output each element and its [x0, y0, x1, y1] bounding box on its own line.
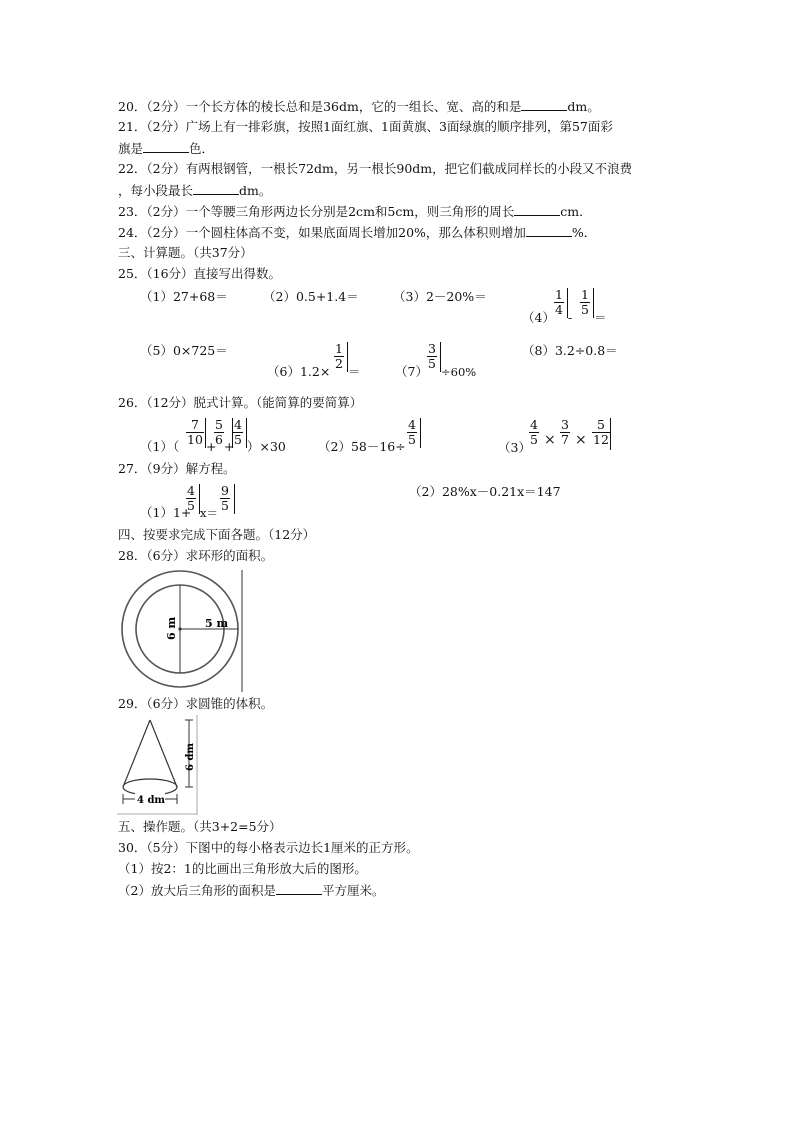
- question-24: 24．（2分）一个圆柱体高不变，如果底面周长增加20%，那么体积则增加 %．: [118, 225, 597, 240]
- question-21: 21．（2分）广场上有一排彩旗，按照1面红旗、1面黄旗、3面绿旗的顺序排列，第57面彩: [118, 119, 613, 134]
- section-4-heading: 四、按要求完成下面各题。（12分）: [118, 527, 316, 542]
- outer-radius-label: 5 m: [205, 617, 229, 630]
- q26-p1-plus-2: +: [224, 439, 235, 454]
- answer-blank[interactable]: [514, 203, 560, 216]
- question-25-title: 25．（16分）直接写出得数。: [118, 266, 282, 281]
- answer-blank[interactable]: [526, 224, 572, 237]
- answer-blank[interactable]: [521, 98, 567, 111]
- section-3-heading: 三、计算题。（共37分）: [118, 245, 253, 260]
- question-23: 23．（2分）一个等腰三角形两边长分别是2cm和5cm，则三角形的周长 cm．: [118, 204, 592, 219]
- q25-p4-operator: -: [568, 310, 573, 325]
- q25-part-5: （5）0×725＝: [140, 343, 228, 358]
- answer-blank[interactable]: [193, 182, 239, 195]
- q26-part-1-label: （1）（: [140, 439, 180, 454]
- q25-p4-fraction-b: $\frac{1}{5}$: [581, 287, 589, 317]
- q25-part-3: （3）2－20%＝: [393, 289, 487, 304]
- q25-part-2: （2）0.5+1.4＝: [263, 289, 359, 304]
- section-5-heading: 五、操作题。（共3+2=5分）: [118, 819, 282, 834]
- q27-part-2: （2）28%x－0.21x＝147: [409, 484, 561, 499]
- fraction-bar-marker: [610, 418, 611, 450]
- question-29-title: 29．（6分）求圆锥的体积。: [118, 696, 274, 711]
- q26-p3-fraction-b: $\frac{3}{7}$: [561, 417, 569, 447]
- question-30-title: 30．（5分）下图中的每小格表示边长1厘米的正方形。: [118, 840, 419, 855]
- q25-part-4-label: （4）: [522, 310, 555, 325]
- question-27-title: 27．（9分）解方程。: [118, 461, 236, 476]
- question-22-line2: ，每小段最长 dm。: [118, 183, 272, 198]
- q26-p3-times-1: ×: [544, 432, 556, 448]
- cone-figure: [117, 715, 201, 815]
- question-30-sub-2: （2）放大后三角形的面积是 平方厘米。: [118, 883, 385, 898]
- q25-part-1: （1）27+68＝: [140, 289, 228, 304]
- base-label: 4 dm: [137, 795, 166, 806]
- q25-p7-tail: ÷60%: [441, 365, 477, 379]
- q26-p1-fraction-c: $\frac{4}{5}$: [234, 417, 242, 447]
- question-30-sub-1: （1）按2：1的比画出三角形放大后的图形。: [118, 861, 367, 876]
- q27-p1-fraction-right: $\frac{9}{5}$: [221, 483, 229, 513]
- answer-blank[interactable]: [143, 140, 189, 153]
- q26-p1-fraction-b: $\frac{5}{6}$: [215, 417, 223, 447]
- q25-part-8: （8）3.2÷0.8＝: [522, 343, 618, 358]
- q25-p6-fraction: $\frac{1}{2}$: [335, 341, 343, 371]
- height-label: 6 dm: [185, 742, 196, 771]
- q26-p1-tail: ）×30: [247, 439, 286, 454]
- question-28-title: 28．（6分）求环形的面积。: [118, 548, 274, 563]
- q26-p3-fraction-c: $\frac{5}{12}$: [593, 417, 609, 447]
- fraction-bar-marker: [234, 484, 235, 514]
- q26-p3-times-2: ×: [575, 432, 587, 448]
- q25-part-7-label: （7）: [395, 364, 428, 379]
- q25-part-6-label: （6）1.2×: [267, 364, 331, 379]
- center-point: [178, 627, 181, 630]
- q27-p1-fraction: $\frac{4}{5}$: [187, 483, 195, 513]
- answer-blank[interactable]: [276, 882, 322, 895]
- cone-base: [123, 779, 177, 795]
- inner-diameter-label: 6 m: [165, 616, 178, 640]
- q25-p4-equals: ＝: [594, 310, 607, 325]
- ring-figure: [117, 570, 247, 692]
- cone-side-lines: [123, 720, 177, 787]
- question-26-title: 26．（12分）脱式计算。（能简算的要简算）: [118, 395, 363, 410]
- q26-part-2-label: （2）58－16÷: [318, 439, 406, 454]
- q25-p4-fraction-a: $\frac{1}{4}$: [555, 287, 563, 317]
- fraction-bar-marker: [420, 418, 421, 448]
- question-22: 22．（2分）有两根钢管，一根长72dm，另一根长90dm，把它们截成同样长的小段又不浪费: [118, 161, 633, 176]
- q27-p1-middle: x＝: [200, 506, 218, 520]
- q26-part-3-label: （3）: [498, 440, 531, 455]
- question-20: 20．（2分）一个长方体的棱长总和是36dm，它的一组长、宽、高的和是 dm。: [118, 99, 600, 114]
- q26-p1-plus-1: +: [206, 439, 217, 454]
- question-21-line2: 旗是 色．: [118, 141, 215, 156]
- q25-p7-fraction: $\frac{3}{5}$: [428, 341, 436, 371]
- q26-p2-fraction: $\frac{4}{5}$: [408, 417, 416, 447]
- q27-part-1-label: （1）1+: [140, 505, 192, 520]
- q26-p3-fraction-a: $\frac{4}{5}$: [530, 417, 538, 447]
- q25-p6-equals: ＝: [348, 364, 361, 379]
- q26-p1-fraction-a: $\frac{7}{10}$: [187, 417, 203, 447]
